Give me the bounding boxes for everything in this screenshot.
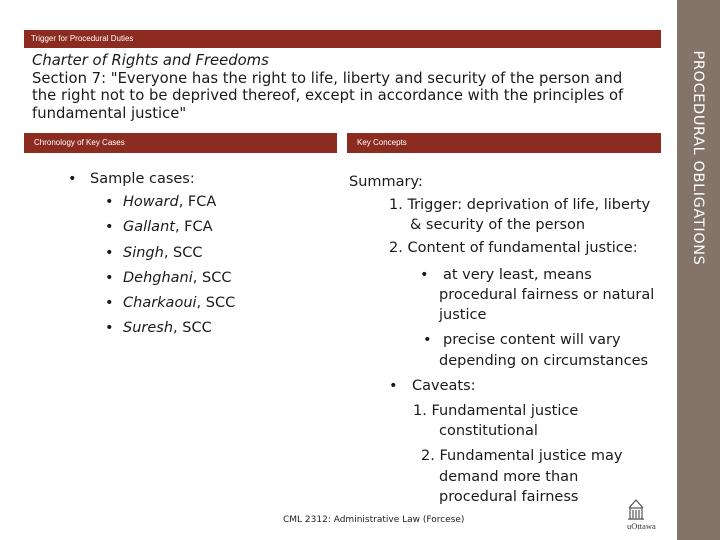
bullet-icon: • — [68, 171, 77, 187]
trigger-line: 1. Trigger: deprivation of life, liberty — [389, 197, 651, 213]
case-item — [68, 291, 328, 316]
summary-label: Summary: — [349, 174, 423, 190]
case-item — [68, 266, 328, 291]
case-court: , FCA — [178, 194, 217, 210]
content-line: precise content will vary — [443, 332, 621, 348]
case-name: Singh — [123, 244, 164, 261]
logo-text: uOttawa — [627, 521, 656, 531]
charter-title: Charter of Rights and Freedoms — [32, 52, 269, 69]
caveat-line: 1. Fundamental justice — [413, 403, 579, 419]
case-court: , SCC — [192, 269, 232, 286]
bullet-icon: • — [389, 378, 398, 394]
content-line: procedural fairness or natural — [439, 287, 655, 303]
bullet-icon: • — [105, 244, 114, 261]
section-line: the right not to be deprived thereof, except in accordance with the principles of — [32, 87, 624, 104]
case-item — [68, 215, 328, 240]
title-bar-label: Trigger for Procedural Duties — [31, 34, 134, 43]
title-bar — [24, 30, 661, 48]
case-item — [68, 241, 328, 266]
section-line: fundamental justice" — [32, 104, 187, 122]
case-name: Charkaoui — [123, 295, 197, 312]
side-label: PROCEDURAL OBLIGATIONS — [690, 50, 706, 266]
caveat-line: procedural fairness — [439, 489, 579, 505]
bullet-icon: • — [105, 320, 114, 337]
bullet-icon: • — [105, 194, 114, 210]
sample-cases-label: Sample cases: — [90, 171, 195, 187]
charter-heading — [32, 52, 662, 122]
case-court: , SCC — [196, 295, 236, 312]
case-list-panel — [68, 168, 328, 342]
chronology-bar-label: Chronology of Key Cases — [34, 138, 125, 147]
case-name: Gallant — [123, 219, 175, 236]
case-court: , SCC — [173, 320, 212, 337]
bullet-icon: • — [423, 332, 432, 348]
case-list — [68, 190, 328, 342]
case-item — [68, 190, 328, 215]
key-concepts-bar-label: Key Concepts — [357, 138, 407, 147]
case-name: Suresh — [123, 320, 174, 337]
case-court: , FCA — [174, 219, 213, 236]
case-court: , SCC — [163, 244, 203, 261]
content-line: depending on circumstances — [439, 353, 649, 369]
caveat-line: demand more than — [439, 469, 579, 485]
content-line: at very least, means — [443, 267, 592, 283]
course-footer: CML 2312: Administrative Law (Forcese) — [283, 515, 465, 525]
bullet-icon: • — [105, 269, 114, 286]
caveat-line: 2. Fundamental justice may — [421, 448, 623, 464]
case-item — [68, 316, 328, 341]
sample-cases-heading — [68, 168, 328, 190]
case-name: Howard — [123, 194, 179, 210]
caveat-line: constitutional — [439, 423, 538, 439]
key-concepts-bar — [347, 133, 661, 153]
bullet-icon: • — [105, 295, 114, 312]
section-line: Section 7: "Everyone has the right to life, liberty and security of the person and — [32, 69, 623, 87]
content-line: 2. Content of fundamental justice: — [389, 240, 638, 256]
content-line: justice — [439, 307, 487, 323]
bullet-icon: • — [420, 267, 429, 283]
caveats-label: Caveats: — [412, 378, 476, 394]
trigger-line: & security of the person — [410, 217, 586, 233]
bullet-icon: • — [105, 219, 114, 236]
case-name: Dehghani — [123, 269, 193, 286]
chronology-bar — [24, 133, 337, 153]
